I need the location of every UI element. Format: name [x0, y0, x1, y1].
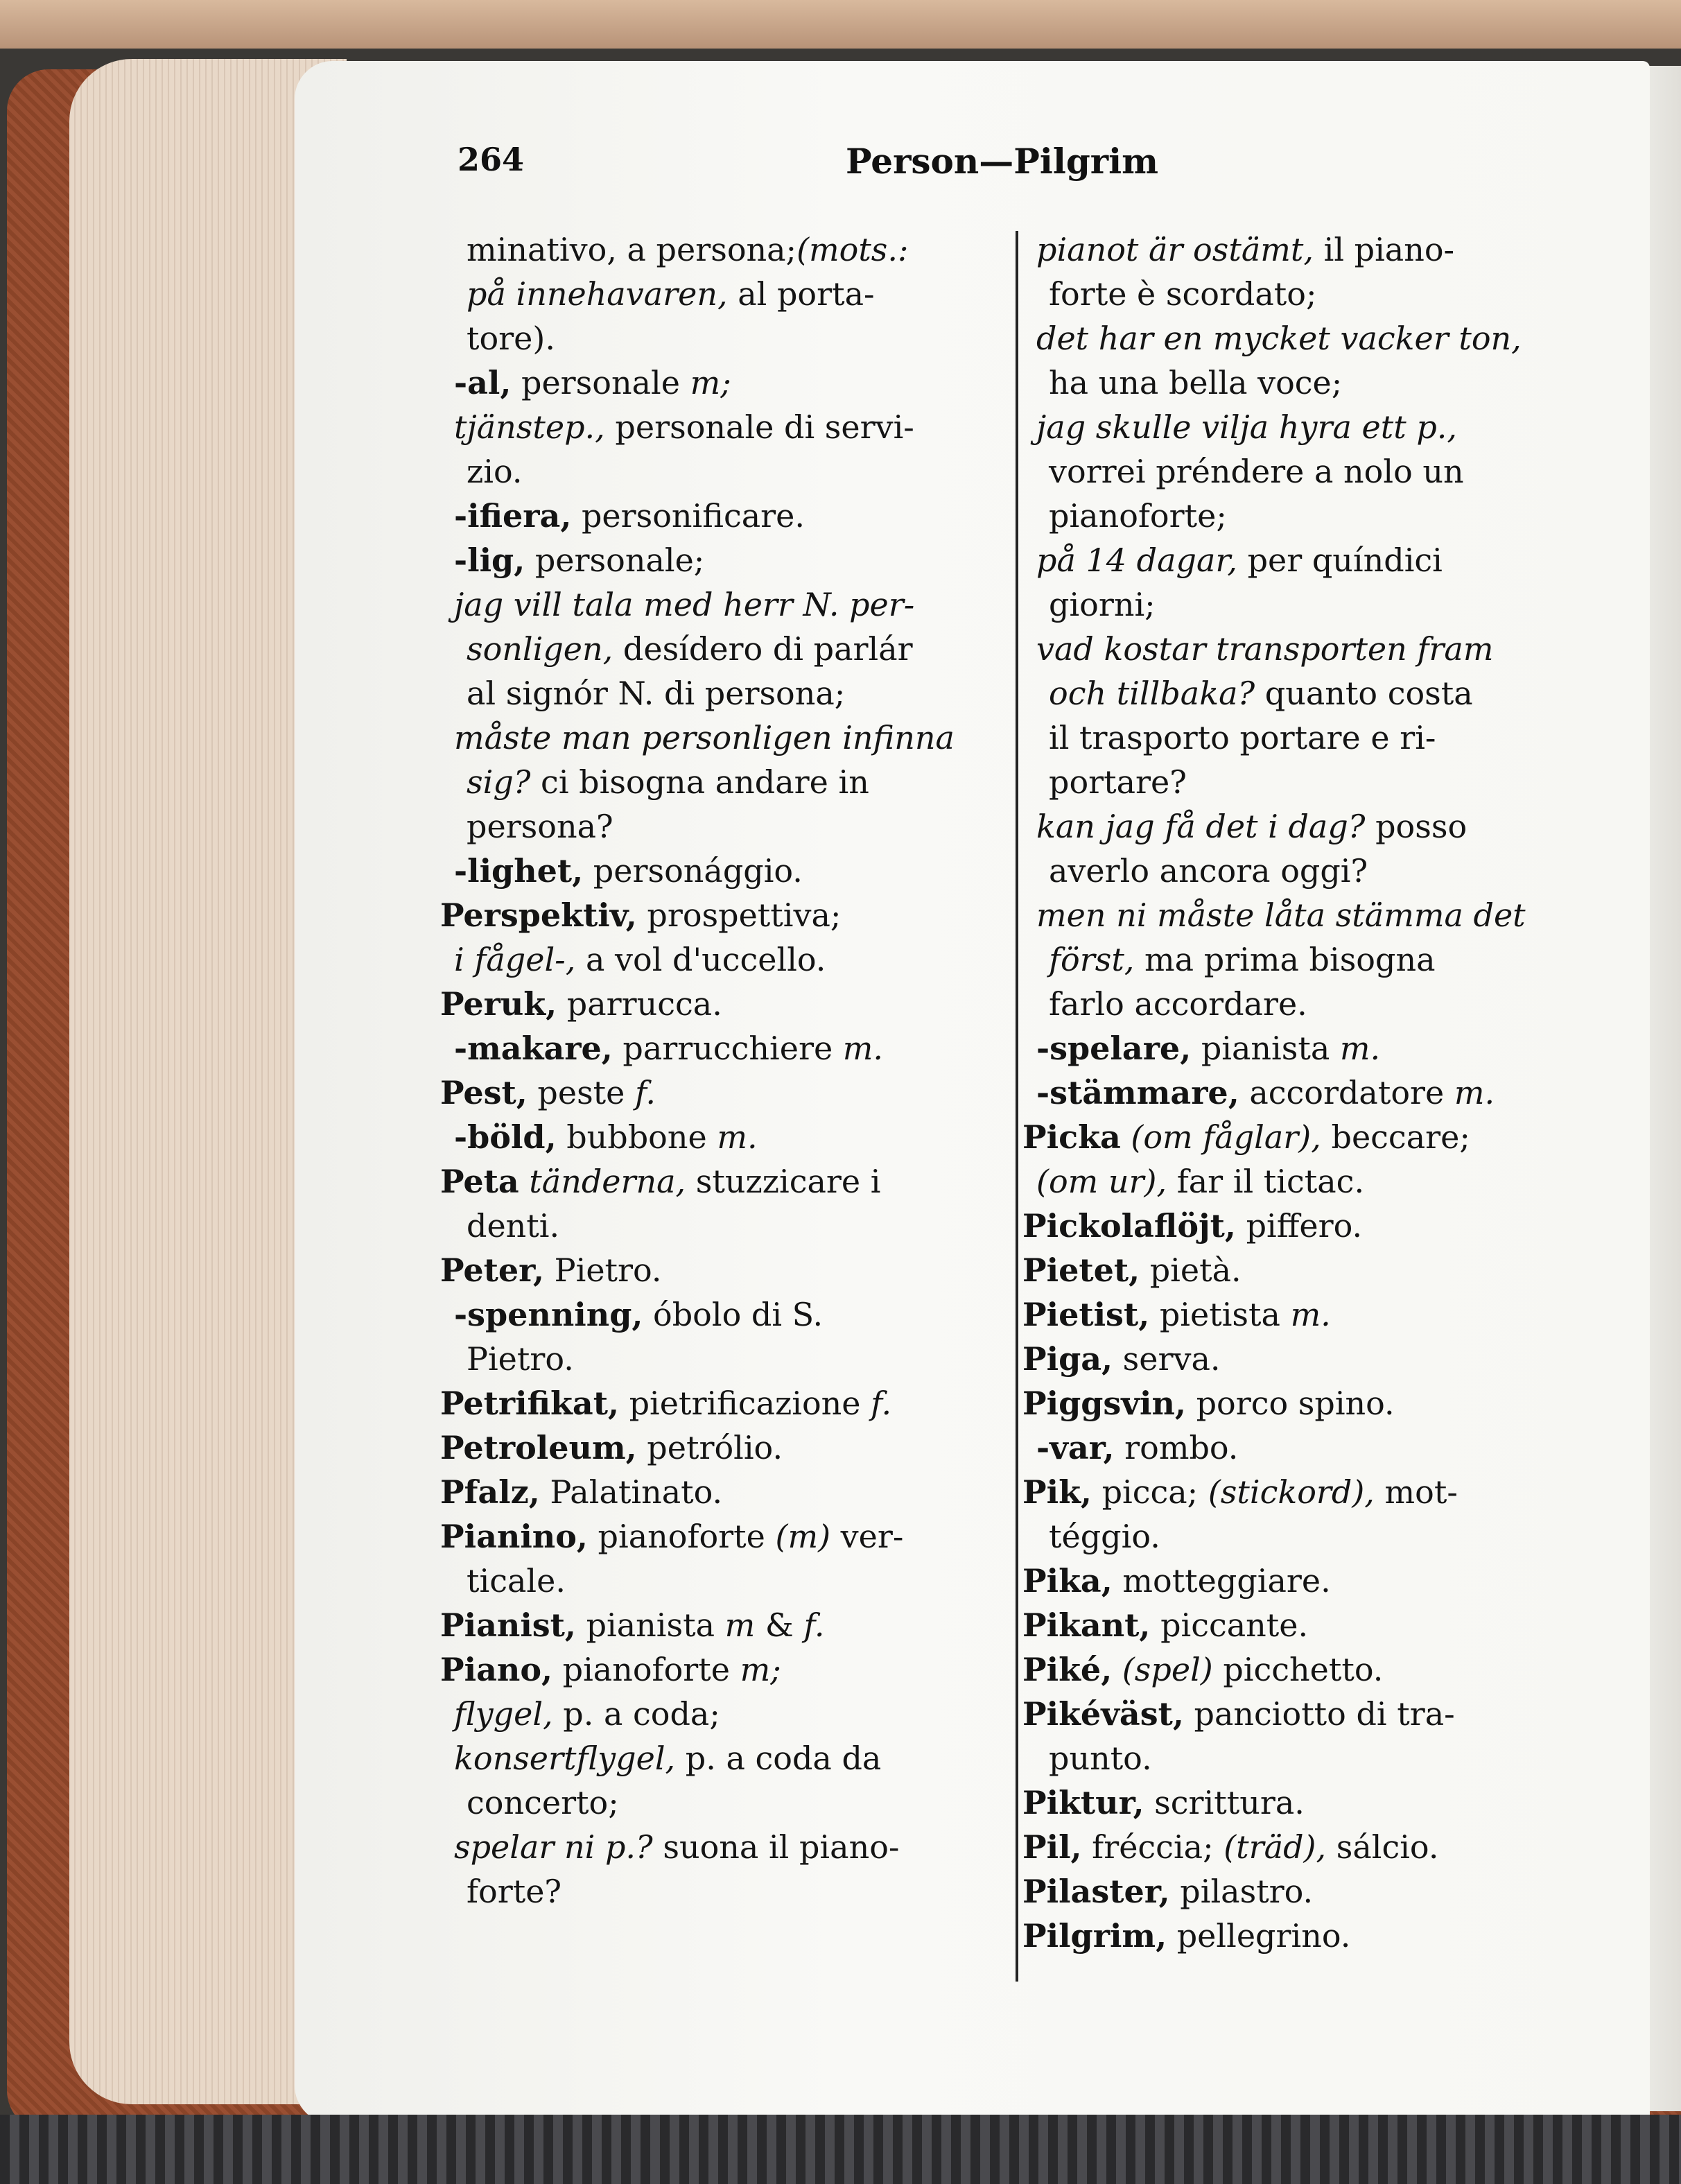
definition-text: personággio. — [583, 852, 803, 890]
definition-text: concerto; — [467, 1784, 619, 1821]
headword: Piggsvin, — [1022, 1385, 1186, 1422]
definition-text: ma prima bisogna — [1134, 941, 1436, 978]
definition-text: panciotto di tra- — [1183, 1695, 1455, 1733]
definition-text: pianista — [1191, 1030, 1340, 1067]
headword: Pietet, — [1022, 1251, 1140, 1289]
headword: Petroleum, — [440, 1429, 637, 1466]
definition-text: bubbone — [556, 1118, 717, 1156]
right-column — [1022, 227, 1619, 1958]
italic-text: m; — [690, 364, 731, 401]
dictionary-line — [1022, 1559, 1619, 1603]
dictionary-line — [1022, 1825, 1619, 1869]
italic-text: (om fåglar), — [1120, 1118, 1321, 1156]
italic-text: (träd), — [1223, 1828, 1327, 1866]
italic-text: (spel) — [1112, 1651, 1213, 1688]
headword: Pilgrim, — [1022, 1917, 1167, 1955]
dictionary-line — [1022, 1425, 1619, 1470]
headword: Peta — [440, 1163, 519, 1200]
definition-text: minativo, a persona; — [467, 231, 797, 268]
italic-text: f. — [635, 1074, 656, 1111]
dictionary-line — [1022, 1337, 1619, 1381]
italic-text: tänderna, — [519, 1163, 686, 1200]
definition-text: a vol d'uccello. — [575, 941, 826, 978]
headword: Pilaster, — [1022, 1873, 1170, 1910]
definition-text: prospettiva; — [636, 896, 842, 934]
italic-text: sig? — [467, 763, 531, 801]
italic-text: f. — [871, 1385, 892, 1422]
dictionary-line — [1022, 449, 1619, 494]
dictionary-line — [1022, 1914, 1619, 1958]
headword: Pika, — [1022, 1562, 1113, 1600]
headword: Pest, — [440, 1074, 528, 1111]
headword: Pickolaflöjt, — [1022, 1207, 1236, 1245]
definition-text: accordatore — [1239, 1074, 1454, 1111]
definition-text: & — [755, 1606, 804, 1644]
headword: Peruk, — [440, 985, 557, 1023]
definition-text: serva. — [1113, 1340, 1221, 1378]
italic-text: m. — [717, 1118, 758, 1156]
dictionary-page — [295, 61, 1650, 2124]
dictionary-line — [1022, 1692, 1619, 1736]
definition-text: stuzzicare i — [686, 1163, 881, 1200]
dictionary-line — [1022, 1869, 1619, 1914]
italic-text: jag skulle vilja hyra ett p., — [1036, 408, 1458, 446]
definition-text: farlo accordare. — [1049, 985, 1307, 1023]
definition-text: averlo ancora oggi? — [1049, 852, 1368, 890]
definition-text: quanto costa — [1255, 675, 1473, 712]
definition-text: piccante. — [1150, 1606, 1309, 1644]
dictionary-line — [1022, 1159, 1619, 1204]
definition-text: personale; — [525, 541, 705, 579]
headword: Piga, — [1022, 1340, 1113, 1378]
headword: Pfalz, — [440, 1473, 540, 1511]
dictionary-line — [1022, 494, 1619, 538]
dictionary-line — [1022, 627, 1619, 671]
headword: Pietist, — [1022, 1296, 1150, 1333]
headword: -makare, — [454, 1030, 613, 1067]
definition-text: mot- — [1374, 1473, 1458, 1511]
dictionary-line — [1022, 982, 1619, 1026]
definition-text: personale — [511, 364, 690, 401]
italic-text: sonligen, — [467, 630, 613, 668]
definition-text: desídero di parlár — [613, 630, 913, 668]
headword: -lighet, — [454, 852, 584, 890]
definition-text: tore). — [467, 320, 555, 357]
definition-text: posso — [1365, 808, 1467, 845]
headword: Peter, — [440, 1251, 545, 1289]
italic-text: m. — [1339, 1030, 1381, 1067]
dictionary-line — [1022, 671, 1619, 716]
dictionary-line — [1022, 1514, 1619, 1559]
headword: -stämmare, — [1036, 1074, 1239, 1111]
headword: Piké, — [1022, 1651, 1113, 1688]
italic-text: m; — [740, 1651, 781, 1688]
definition-text: pianoforte — [552, 1651, 740, 1688]
definition-text: scrittura. — [1144, 1784, 1305, 1821]
dictionary-line — [1022, 1115, 1619, 1159]
dictionary-line — [1022, 804, 1619, 849]
italic-text: tjänstep., — [454, 408, 605, 446]
headword: -var, — [1036, 1429, 1115, 1466]
definition-text: sálcio. — [1326, 1828, 1439, 1866]
headword: Pianino, — [440, 1518, 588, 1555]
dictionary-line — [1022, 1647, 1619, 1692]
definition-text: motteggiare. — [1112, 1562, 1331, 1600]
headword: Piano, — [440, 1651, 553, 1688]
italic-text: spelar ni p.? — [454, 1828, 653, 1866]
definition-text: vorrei préndere a nolo un — [1049, 453, 1464, 490]
dictionary-line — [1022, 582, 1619, 627]
headword: -spelare, — [1036, 1030, 1192, 1067]
definition-text: Pietro. — [544, 1251, 662, 1289]
definition-text: zio. — [467, 453, 523, 490]
dictionary-line — [1022, 1248, 1619, 1292]
headword: -al, — [454, 364, 512, 401]
definition-text: ticale. — [467, 1562, 566, 1600]
definition-text: portare? — [1049, 763, 1187, 801]
dictionary-line — [1022, 227, 1619, 272]
definition-text: p. a coda da — [675, 1740, 882, 1777]
headword: -böld, — [454, 1118, 557, 1156]
dictionary-line — [1022, 1736, 1619, 1780]
dictionary-line — [1022, 1603, 1619, 1647]
definition-text: forte? — [467, 1873, 562, 1910]
definition-text: forte è scordato; — [1049, 275, 1317, 313]
headword: Petrifikat, — [440, 1385, 619, 1422]
dictionary-line — [1022, 1381, 1619, 1425]
definition-text: téggio. — [1049, 1518, 1160, 1555]
dictionary-line — [1022, 937, 1619, 982]
definition-text: punto. — [1049, 1740, 1152, 1777]
definition-text: porco spino. — [1185, 1385, 1395, 1422]
italic-text: men ni måste låta stämma det — [1036, 896, 1526, 934]
definition-text: piffero. — [1235, 1207, 1363, 1245]
dictionary-line — [1022, 1292, 1619, 1337]
definition-text: óbolo di S. — [643, 1296, 824, 1333]
definition-text: pilastro. — [1169, 1873, 1314, 1910]
definition-text: al signór N. di persona; — [467, 675, 846, 712]
definition-text: persona? — [467, 808, 613, 845]
italic-text: på innehavaren, — [467, 275, 728, 313]
definition-text: pietista — [1149, 1296, 1291, 1333]
dictionary-line — [1022, 893, 1619, 937]
italic-text: (m) — [775, 1518, 831, 1555]
definition-text: Pietro. — [467, 1340, 574, 1378]
italic-text: på 14 dagar, — [1036, 541, 1237, 579]
italic-text: jag vill tala med herr N. per- — [454, 586, 915, 623]
headword: -ifiera, — [454, 497, 572, 535]
definition-text: parrucca. — [557, 985, 722, 1023]
definition-text: ha una bella voce; — [1049, 364, 1343, 401]
definition-text: fréccia; — [1081, 1828, 1224, 1866]
headword: Pil, — [1022, 1828, 1082, 1866]
definition-text: personale di servi- — [604, 408, 914, 446]
definition-text: al porta- — [727, 275, 875, 313]
italic-text: måste man personligen infinna — [454, 719, 955, 756]
dictionary-line — [1022, 316, 1619, 361]
definition-text: pietà. — [1140, 1251, 1242, 1289]
headword: Piktur, — [1022, 1784, 1144, 1821]
definition-text: personificare. — [571, 497, 805, 535]
dictionary-line — [1022, 405, 1619, 449]
italic-text: pianot är ostämt, — [1036, 231, 1314, 268]
definition-text: il piano- — [1313, 231, 1455, 268]
italic-text: (om ur), — [1036, 1163, 1167, 1200]
definition-text: Palatinato. — [539, 1473, 723, 1511]
headword: Pikéväst, — [1022, 1695, 1184, 1733]
italic-text: kan jag få det i dag? — [1036, 808, 1366, 845]
dictionary-line — [1022, 1470, 1619, 1514]
headword: Pianist, — [440, 1606, 576, 1644]
headword: Picka — [1022, 1118, 1121, 1156]
dictionary-line — [1022, 849, 1619, 893]
italic-text: (stickord), — [1208, 1473, 1375, 1511]
definition-text: suona il piano- — [652, 1828, 900, 1866]
italic-text: i fågel-, — [454, 941, 576, 978]
headword: Pikant, — [1022, 1606, 1151, 1644]
dictionary-line — [1022, 1026, 1619, 1071]
definition-text: pianoforte — [587, 1518, 776, 1555]
dictionary-line — [1022, 1780, 1619, 1825]
definition-text: denti. — [467, 1207, 560, 1245]
italic-text: m — [724, 1606, 756, 1644]
definition-text: giorni; — [1049, 586, 1156, 623]
definition-text: il trasporto portare e ri- — [1049, 719, 1436, 756]
definition-text: far il tictac. — [1167, 1163, 1365, 1200]
definition-text: pellegrino. — [1167, 1917, 1351, 1955]
definition-text: petrólio. — [636, 1429, 783, 1466]
dictionary-line — [1022, 538, 1619, 582]
dictionary-line — [1022, 272, 1619, 316]
definition-text: pianista — [575, 1606, 725, 1644]
italic-text: m. — [842, 1030, 884, 1067]
page-number: 264 — [458, 141, 525, 178]
definition-text: beccare; — [1321, 1118, 1470, 1156]
italic-text: flygel, — [454, 1695, 553, 1733]
headword: Perspektiv, — [440, 896, 637, 934]
column-rule — [1016, 231, 1018, 1982]
definition-text: ver- — [830, 1518, 904, 1555]
definition-text: ci bisogna andare in — [530, 763, 869, 801]
italic-text: m. — [1290, 1296, 1331, 1333]
dictionary-line — [1022, 716, 1619, 760]
italic-text: först, — [1049, 941, 1135, 978]
dictionary-line — [1022, 760, 1619, 804]
headword: -spenning, — [454, 1296, 643, 1333]
italic-text: och tillbaka? — [1049, 675, 1255, 712]
italic-text: det har en mycket vacker ton, — [1036, 320, 1522, 357]
dictionary-line — [1022, 1071, 1619, 1115]
italic-text: vad kostar transporten fram — [1036, 630, 1494, 668]
definition-text: rombo. — [1114, 1429, 1239, 1466]
headword: Pik, — [1022, 1473, 1092, 1511]
italic-text: f. — [803, 1606, 825, 1644]
definition-text: pietrificazione — [618, 1385, 871, 1422]
dictionary-line — [1022, 1204, 1619, 1248]
definition-text: parrucchiere — [612, 1030, 843, 1067]
background-shelf — [0, 0, 1681, 49]
definition-text: p. a coda; — [552, 1695, 720, 1733]
definition-text: per quíndici — [1237, 541, 1443, 579]
definition-text: pianoforte; — [1049, 497, 1227, 535]
italic-text: m. — [1454, 1074, 1495, 1111]
dictionary-line — [1022, 361, 1619, 405]
italic-text: (mots.: — [796, 231, 909, 268]
italic-text: konsertflygel, — [454, 1740, 676, 1777]
definition-text: picchetto. — [1212, 1651, 1384, 1688]
definition-text: peste — [527, 1074, 636, 1111]
background-desk — [0, 2115, 1681, 2184]
definition-text: picca; — [1091, 1473, 1208, 1511]
headword: -lig, — [454, 541, 525, 579]
running-head-title: Person—Pilgrim — [846, 141, 1159, 182]
